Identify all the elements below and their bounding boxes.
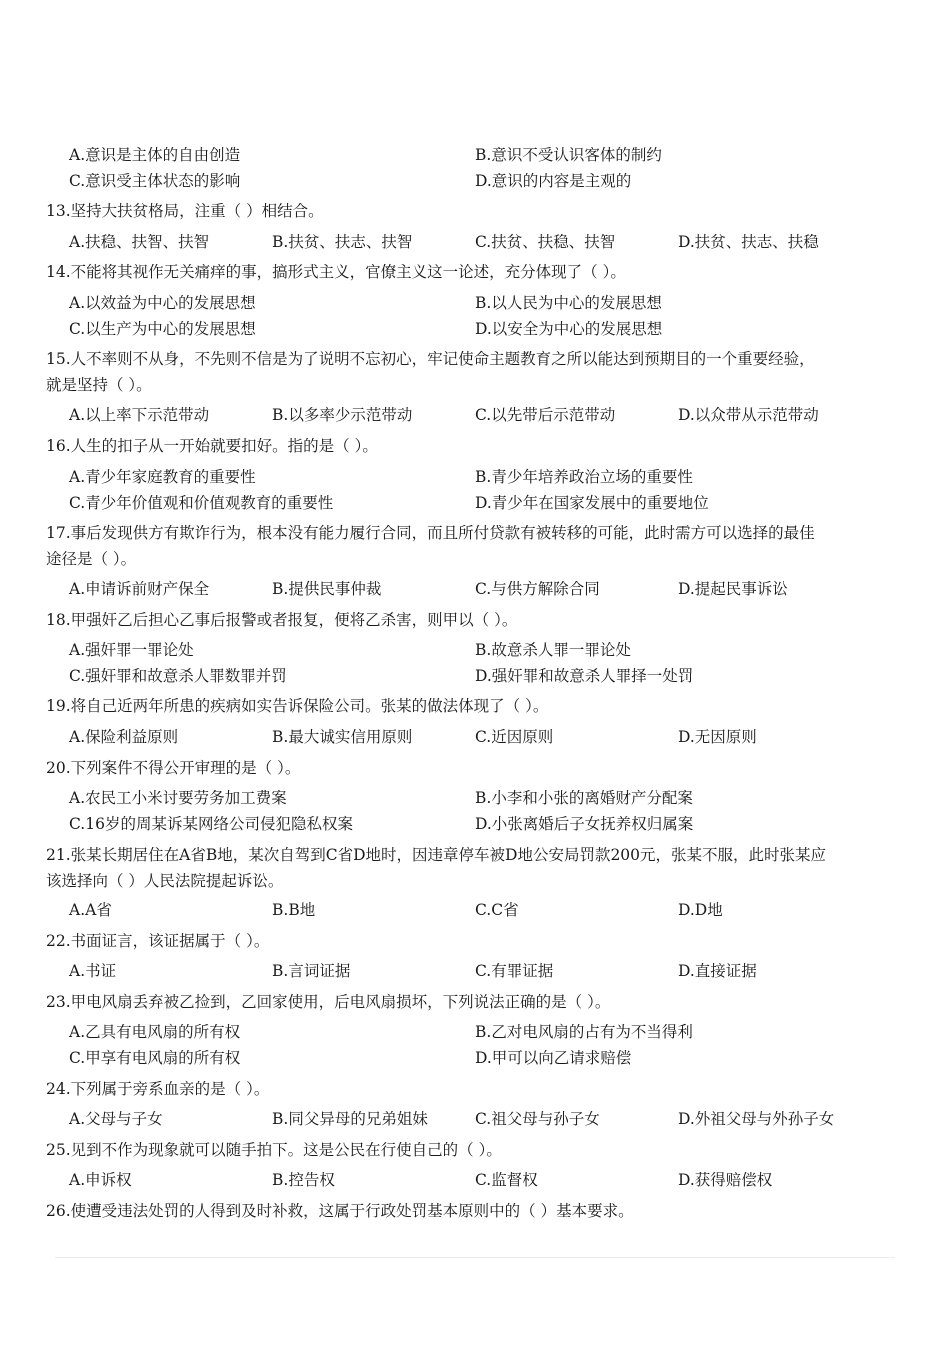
question-stem-continued: 就是坚持（ ）。: [46, 376, 152, 394]
option-d: D.获得赔偿权: [678, 1171, 773, 1189]
q25-options: [69, 1167, 889, 1193]
option-c: C.甲享有电风扇的所有权: [69, 1049, 241, 1067]
question-23: [46, 989, 886, 1015]
option-b: B.乙对电风扇的占有为不当得利: [475, 1023, 693, 1041]
option-b: B.言词证据: [272, 962, 351, 980]
q13-options: [69, 229, 889, 255]
page-divider: [55, 1257, 895, 1258]
option-b: B.同父异母的兄弟姐妹: [272, 1110, 428, 1128]
option-c: C.青少年价值观和价值观教育的重要性: [69, 494, 334, 512]
option-d: D.扶贫、扶志、扶稳: [678, 233, 819, 251]
q20-options: [69, 785, 889, 837]
option-b: B.小李和小张的离婚财产分配案: [475, 789, 693, 807]
question-stem: 21.张某长期居住在A省B地，某次自驾到C省D地时，因违章停车被D地公安局罚款200元，张某不服，此时张某应: [46, 846, 827, 864]
option-a: A.以上率下示范带动: [69, 406, 210, 424]
question-stem: 14.不能将其视作无关痛痒的事，搞形式主义，官僚主义这一论述，充分体现了（ ）。: [46, 263, 626, 281]
option-a: A.扶稳、扶智、扶智: [69, 233, 210, 251]
option-b: B.以多率少示范带动: [272, 406, 413, 424]
q22-options: [69, 958, 889, 984]
question-stem: 23.甲电风扇丢弃被乙捡到，乙回家使用，后电风扇损坏，下列说法正确的是（ ）。: [46, 993, 611, 1011]
option-a: A.申诉权: [69, 1171, 132, 1189]
option-c: C.有罪证据: [475, 962, 554, 980]
question-stem-continued: 途径是（ ）。: [46, 550, 137, 568]
q12-options: [69, 142, 889, 194]
option-b: B.控告权: [272, 1171, 335, 1189]
question-15: [46, 346, 886, 398]
option-b: B.扶贫、扶志、扶智: [272, 233, 413, 251]
q14-options: [69, 290, 889, 342]
question-stem: 22.书面证言，该证据属于（ ）。: [46, 932, 270, 950]
option-a: A.父母与子女: [69, 1110, 163, 1128]
option-d: D.意识的内容是主观的: [475, 172, 632, 190]
option-c: C.监督权: [475, 1171, 538, 1189]
option-d: D.直接证据: [678, 962, 757, 980]
question-17: [46, 520, 886, 572]
option-a: A.强奸罪一罪论处: [69, 641, 194, 659]
question-stem: 13.坚持大扶贫格局，注重（ ）相结合。: [46, 202, 324, 220]
option-c: C.强奸罪和故意杀人罪数罪并罚: [69, 667, 287, 685]
option-b: B.青少年培养政治立场的重要性: [475, 468, 693, 486]
question-26: [46, 1198, 886, 1224]
q18-options: [69, 637, 889, 689]
question-stem: 26.使遭受违法处罚的人得到及时补救，这属于行政处罚基本原则中的（ ）基本要求。: [46, 1202, 634, 1220]
option-a: A.书证: [69, 962, 117, 980]
option-d: D.无因原则: [678, 728, 757, 746]
q24-options: [69, 1106, 889, 1132]
option-c: C.以先带后示范带动: [475, 406, 616, 424]
q16-options: [69, 464, 889, 516]
question-24: [46, 1076, 886, 1102]
question-22: [46, 928, 886, 954]
option-c: C.以生产为中心的发展思想: [69, 320, 256, 338]
option-d: D.外祖父母与外孙子女: [678, 1110, 835, 1128]
option-c: C.近因原则: [475, 728, 554, 746]
option-a: A.农民工小米讨要劳务加工费案: [69, 789, 287, 807]
option-b: B.最大诚实信用原则: [272, 728, 413, 746]
question-13: [46, 198, 886, 224]
question-25: [46, 1137, 886, 1163]
question-stem: 17.事后发现供方有欺诈行为，根本没有能力履行合同，而且所付贷款有被转移的可能，此时需方可以选择的最佳: [46, 524, 815, 542]
option-d: D.强奸罪和故意杀人罪择一处罚: [475, 667, 694, 685]
option-c: C.祖父母与孙子女: [475, 1110, 600, 1128]
option-d: D.以安全为中心的发展思想: [475, 320, 663, 338]
option-a: A.A省: [69, 901, 112, 919]
option-c: C.与供方解除合同: [475, 580, 600, 598]
option-a: A.青少年家庭教育的重要性: [69, 468, 256, 486]
q19-options: [69, 724, 889, 750]
question-16: [46, 433, 886, 459]
option-c: C.意识受主体状态的影响: [69, 172, 241, 190]
option-b: B.意识不受认识客体的制约: [475, 146, 662, 164]
option-b: B.B地: [272, 901, 316, 919]
option-a: A.申请诉前财产保全: [69, 580, 210, 598]
question-stem: 16.人生的扣子从一开始就要扣好。指的是（ ）。: [46, 437, 378, 455]
q21-options: [69, 897, 889, 923]
option-b: B.故意杀人罪一罪论处: [475, 641, 631, 659]
q23-options: [69, 1019, 889, 1071]
option-c: C.扶贫、扶稳、扶智: [475, 233, 616, 251]
option-a: A.以效益为中心的发展思想: [69, 294, 256, 312]
option-d: D.D地: [678, 901, 723, 919]
option-d: D.甲可以向乙请求赔偿: [475, 1049, 632, 1067]
question-stem: 20.下列案件不得公开审理的是（ ）。: [46, 759, 301, 777]
question-14: [46, 259, 886, 285]
option-c: C.16岁的周某诉某网络公司侵犯隐私权案: [69, 815, 353, 833]
option-d: D.小张离婚后子女抚养权归属案: [475, 815, 694, 833]
question-stem: 24.下列属于旁系血亲的是（ ）。: [46, 1080, 270, 1098]
option-d: D.以众带从示范带动: [678, 406, 819, 424]
question-18: [46, 607, 886, 633]
question-19: [46, 693, 886, 719]
question-stem-continued: 该选择向（ ）人民法院提起诉讼。: [46, 872, 284, 890]
question-stem: 19.将自己近两年所患的疾病如实告诉保险公司。张某的做法体现了（ ）。: [46, 697, 549, 715]
question-stem: 18.甲强奸乙后担心乙事后报警或者报复，便将乙杀害，则甲以（ ）。: [46, 611, 518, 629]
question-20: [46, 755, 886, 781]
option-b: B.以人民为中心的发展思想: [475, 294, 662, 312]
option-a: A.保险利益原则: [69, 728, 179, 746]
question-21: [46, 842, 886, 894]
option-a: A.乙具有电风扇的所有权: [69, 1023, 241, 1041]
question-stem: 15.人不率则不从身，不先则不信是为了说明不忘初心，牢记使命主题教育之所以能达到预期目的一个重要经验，: [46, 350, 815, 368]
option-b: B.提供民事仲裁: [272, 580, 382, 598]
option-d: D.青少年在国家发展中的重要地位: [475, 494, 709, 512]
question-stem: 25.见到不作为现象就可以随手拍下。这是公民在行使自己的（ ）。: [46, 1141, 502, 1159]
q15-options: [69, 402, 889, 428]
option-a: A.意识是主体的自由创造: [69, 146, 241, 164]
q17-options: [69, 576, 889, 602]
option-c: C.C省: [475, 901, 519, 919]
option-d: D.提起民事诉讼: [678, 580, 788, 598]
